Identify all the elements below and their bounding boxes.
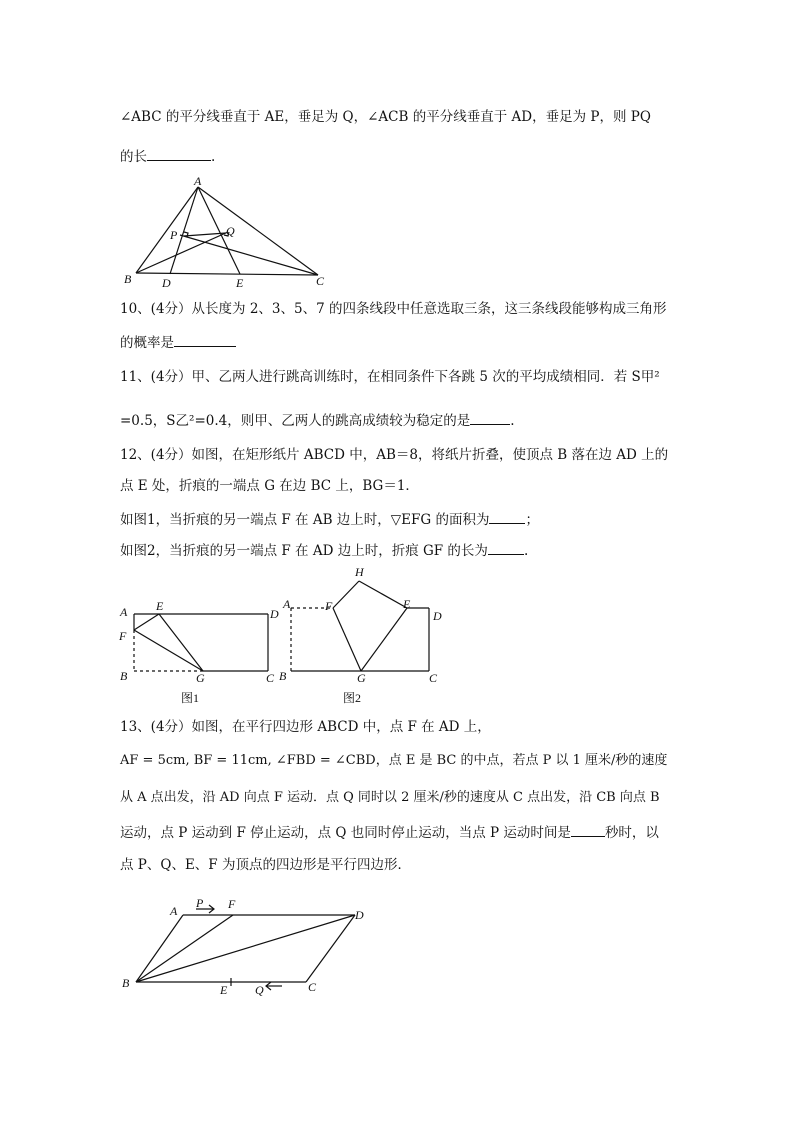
q13-label-E: E: [220, 983, 228, 997]
q13-label-D: D: [355, 908, 364, 922]
q11-period: .: [510, 413, 515, 429]
q9-label-Q: Q: [226, 224, 235, 238]
q9-line2: [120, 146, 215, 166]
q9-line1: [120, 108, 651, 126]
q12-answer-blank-2[interactable]: [488, 540, 524, 555]
q11-text-2: =0.5，S乙²=0.4，则甲、乙两人的跳高成绩较为稳定的是: [120, 413, 471, 429]
q10-text-2: 的概率是: [120, 335, 174, 351]
q13-line4: [120, 822, 659, 842]
q12-text-2: 点 E 处，折痕的一端点 G 在边 BC 上，BG＝1．: [120, 478, 419, 494]
q13-label-B: B: [122, 976, 130, 990]
q13-answer-blank[interactable]: [571, 822, 605, 837]
fig2-label-F: F: [325, 599, 333, 613]
q13-label-Q: Q: [255, 983, 264, 997]
q13-text-3: 从 A 点出发，沿 AD 向点 F 运动．点 Q 同时以 2 厘米/秒的速度从 C 点出发，沿 CB 向点 B: [120, 790, 660, 805]
fig2-crease-FG: [333, 608, 361, 671]
q9-figure: [118, 174, 325, 295]
q9-label-D: D: [162, 276, 171, 290]
q9-period: .: [211, 149, 216, 165]
fig2-segment-FH: [333, 581, 359, 608]
q10-line2: [120, 332, 236, 352]
q13-label-P: P: [196, 896, 204, 910]
fig1-crease-FG: [134, 630, 203, 671]
fig2-segment-EG: [361, 608, 407, 671]
fig2-label-B: B: [279, 669, 287, 683]
q12-text-1: 12、(4分）如图，在矩形纸片 ABCD 中，AB＝8，将纸片折叠，使顶点 B 落在边 AD 上的: [120, 447, 669, 463]
q13-label-A: A: [170, 904, 178, 918]
fig2-label-A: A: [283, 597, 291, 611]
q9-answer-blank[interactable]: [147, 146, 211, 161]
fig1-label-D: D: [270, 607, 279, 621]
q13-line5: [120, 856, 411, 874]
q13-figure: [118, 896, 378, 1001]
q11-text-1: 11、(4分）甲、乙两人进行跳高训练时，在相同条件下各跳 5 次的平均成绩相同．若 S甲²: [120, 369, 660, 385]
q13-label-C: C: [308, 980, 317, 994]
q13-label-F: F: [228, 897, 236, 911]
q12-line1: [120, 446, 668, 464]
q9-bisector-C: [180, 235, 318, 275]
fig1-label-B: B: [120, 669, 128, 683]
q9-edge-AB: [136, 187, 198, 273]
q13-line1: [120, 718, 491, 736]
q11-answer-blank[interactable]: [470, 410, 510, 425]
q13-segment-BF: [136, 915, 233, 982]
q10-answer-blank[interactable]: [174, 332, 236, 347]
q12-answer-blank-1[interactable]: [489, 509, 525, 524]
q13-edge-BA: [136, 915, 183, 982]
q13-text-4-end: 秒时，以: [604, 825, 659, 841]
fig1-label-E: E: [156, 599, 164, 613]
q13-edge-DC: [306, 915, 355, 982]
q10-text-1: 10、(4分）从长度为 2、3、5、7 的四条线段中任意选取三条，这三条线段能够构成三角形: [120, 301, 667, 317]
q9-edge-BC: [136, 273, 318, 275]
q12-semicolon: ；: [525, 512, 539, 528]
q9-label-E: E: [236, 276, 244, 290]
q9-edge-AC: [198, 187, 318, 275]
fig1-segment-FE: [134, 614, 159, 630]
fig2-label-G: G: [357, 671, 366, 685]
fig1-label-G: G: [196, 671, 205, 685]
fig1-label-F: F: [119, 629, 127, 643]
q12-period: .: [523, 543, 529, 559]
fig1-label-C: C: [266, 671, 275, 685]
q12-line3: [120, 509, 539, 529]
q13-diagonal-BD: [136, 915, 355, 982]
q12-text-3: 如图1，当折痕的另一端点 F 在 AB 边上时，▽EFG 的面积为: [120, 512, 490, 528]
q9-label-A: A: [194, 174, 202, 188]
q13-line3: [120, 789, 660, 807]
q12-line4: [120, 540, 528, 560]
q13-line2: [120, 752, 667, 770]
q10-line1: [120, 300, 666, 318]
q13-text-2: AF = 5cm, BF = 11cm, ∠FBD = ∠CBD，点 E 是 BC 的中点，若点 P 以 1 厘米/秒的速度: [120, 753, 668, 768]
q9-text-2: 的长: [120, 149, 147, 165]
q12-figure-1: [117, 598, 282, 708]
q9-label-P: P: [170, 228, 178, 242]
fig1-segment-EG: [159, 614, 203, 671]
q9-label-B: B: [124, 272, 132, 286]
q11-line1: [120, 368, 660, 386]
fig2-segment-HE: [359, 581, 407, 608]
q12-figure-2: [279, 564, 454, 705]
q11-line2: [120, 410, 515, 430]
fig2-label-H: H: [355, 565, 364, 579]
fig2-label-D: D: [433, 609, 442, 623]
q9-label-C: C: [316, 274, 325, 288]
q9-text-1: ∠ABC 的平分线垂直于 AE，垂足为 Q，∠ACB 的平分线垂直于 AD，垂足为 P，则 PQ: [120, 109, 651, 125]
fig1-label-A: A: [120, 605, 128, 619]
fig1-caption: 图1: [181, 691, 200, 705]
q12-line2: [120, 477, 419, 495]
fig2-label-C: C: [429, 671, 438, 685]
fig2-caption: 图2: [343, 691, 362, 705]
q13-text-1: 13、(4分）如图，在平行四边形 ABCD 中，点 F 在 AD 上，: [120, 719, 491, 735]
q13-text-5: 点 P、Q、E、F 为顶点的四边形是平行四边形．: [120, 857, 411, 873]
q13-text-4: 运动，点 P 运动到 F 停止运动，点 Q 也同时停止运动，当点 P 运动时间是: [120, 825, 571, 841]
q12-text-4: 如图2，当折痕的另一端点 F 在 AD 边上时，折痕 GF 的长为: [120, 543, 488, 559]
fig2-label-E: E: [403, 597, 411, 611]
